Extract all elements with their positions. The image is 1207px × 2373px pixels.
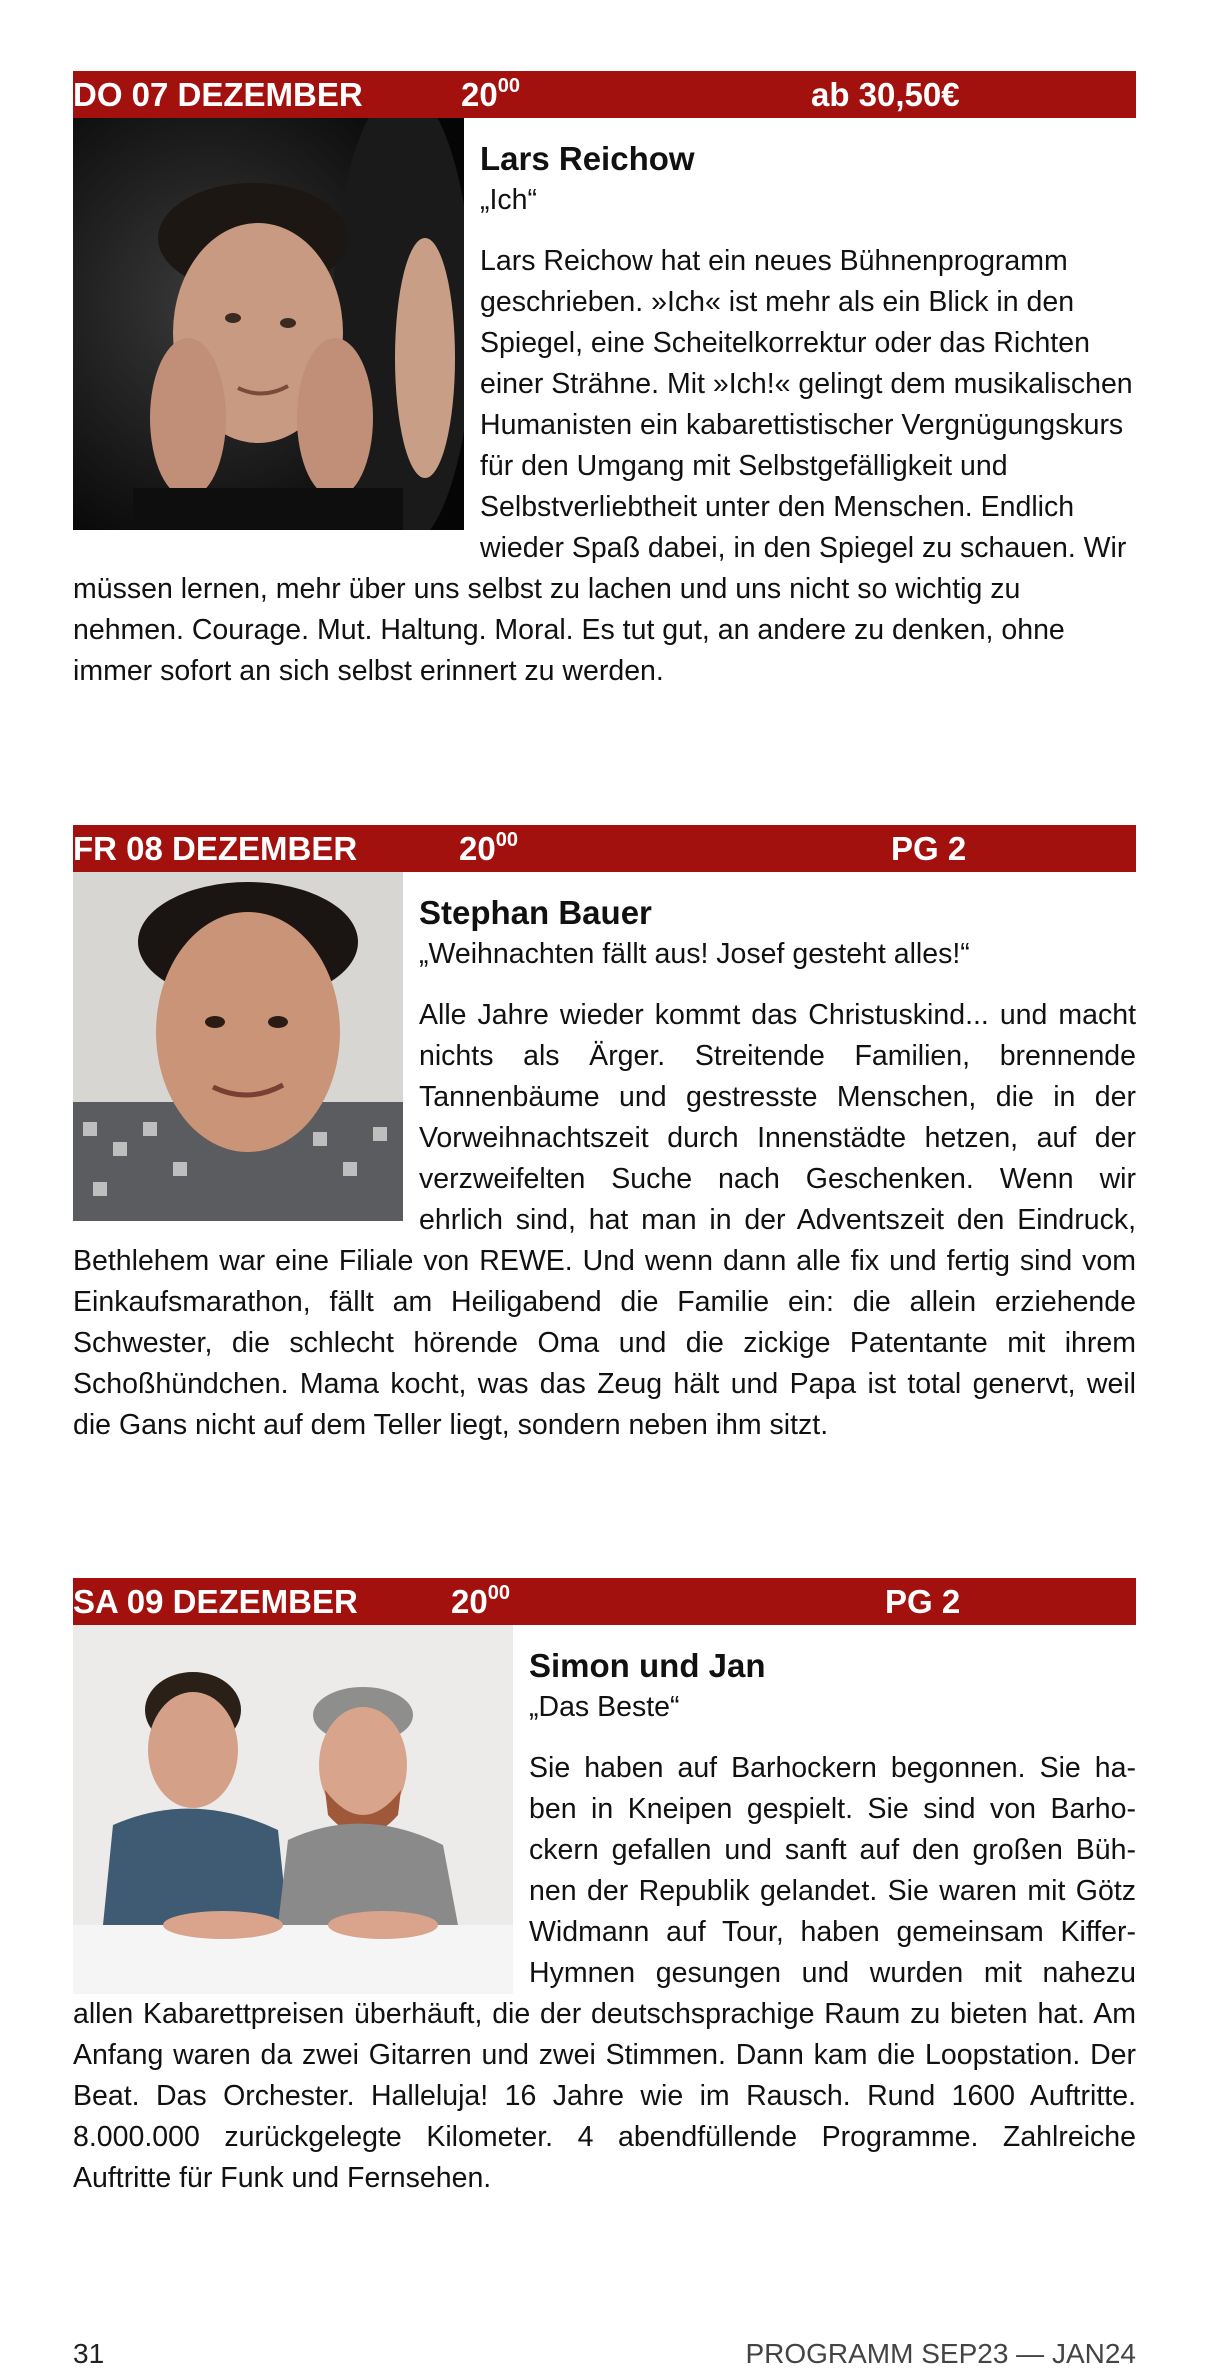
event-stephan-bauer [73, 825, 1136, 1446]
event-date: DO 07 DEZEMBER [73, 76, 363, 113]
duo-photo-image-icon [73, 1625, 513, 1994]
event-header-bar [73, 71, 1136, 118]
event-time [451, 1578, 510, 1631]
program-title: „Das Beste“ [529, 1691, 680, 1723]
event-body [73, 872, 1136, 1446]
artist-name: Simon und Jan [529, 1647, 766, 1684]
event-body [73, 118, 1136, 692]
artist-photo [73, 1625, 513, 1994]
page-footer [73, 2338, 1136, 2372]
artist-photo [73, 118, 464, 530]
event-description: Alle Jahre wieder kommt das Christuskind... und macht nichts als Ärger. Streitende Familien, brennende Tannenbäume und gestresste Menschen, die in der Vorweihnachtszeit durch Innenstädte hetzen, auf der verzweifelten Suche nach Geschenken. Wenn wir ehrlich sind, hat man in der Adventszeit den Eindruck, Bethlehem war eine Filiale von REWE. Und wenn dann alle fix und fertig sind vom Einkaufsmarathon, fällt am Heiligabend die Familie ein: die allein erziehende Schwester, die schlecht hörende Oma und die zickige Patentante mit ihrem Schoßhündchen. Mama kocht, was das Zeug hält und Papa ist total genervt, weil die Gans nicht auf dem Teller liegt, sondern neben ihm sitzt. [73, 999, 1136, 1441]
event-date: SA 09 DEZEMBER [73, 1583, 358, 1620]
program-title: „Weihnachten fällt aus! Josef gesteht alles!“ [419, 938, 970, 970]
event-header-bar [73, 1578, 1136, 1625]
portrait-image-icon [73, 872, 403, 1221]
portrait-image-icon [73, 118, 464, 530]
event-time-hour: 20 [459, 830, 496, 867]
event-description: Sie haben auf Barhockern begonnen. Sie haben in Kneipen gespielt. Sie sind von Barhockern gefallen und sanft auf den großen Bühnen der Republik gelandet. Sie waren mit Götz Widmann auf Tour, haben gemeinsam Kiffer-Hymnen gesungen und wurden mit nahezu allen Kabarettpreisen überhäuft, die der deutschsprachige Raum zu bieten hat. Am Anfang waren da zwei Gitarren und zwei Stimmen. Dann kam die Loopstation. Der Beat. Das Orchester. Halleluja! 16 Jahre wie im Rausch. Rund 1600 Auftritte. 8.000.000 zurückgelegte Kilometer. 4 abendfüllende Programme. Zahlreiche Auftritte für Funk und Fernsehen. [73, 1752, 1136, 2194]
artist-name: Lars Reichow [480, 140, 695, 177]
artist-name: Stephan Bauer [419, 894, 652, 931]
event-date: FR 08 DEZEMBER [73, 830, 358, 867]
event-price: PG 2 [885, 1583, 961, 1620]
event-time [459, 825, 518, 878]
event-time-minutes: 00 [495, 829, 518, 851]
event-header-bar [73, 825, 1136, 872]
event-lars-reichow [73, 71, 1136, 692]
event-time-minutes: 00 [487, 1582, 510, 1604]
event-price: PG 2 [891, 830, 967, 867]
program-title: „Ich“ [480, 184, 537, 216]
artist-photo [73, 872, 403, 1221]
event-simon-und-jan [73, 1578, 1136, 2199]
event-price: ab 30,50€ [811, 76, 960, 113]
event-description: Lars Reichow hat ein neues Bühnenprogramm geschrieben. »Ich« ist mehr als ein Blick in den Spiegel, eine Scheitelkorrektur oder das Richten einer Strähne. Mit »Ich!« gelingt dem musikalischen Humanisten ein kabarettistischer Vergnügungskurs für den Umgang mit Selbstgefälligkeit und Selbstverliebtheit unter den Menschen. Endlich wieder Spaß dabei, in den Spiegel zu schauen. Wir müssen lernen, mehr über uns selbst zu lachen und uns nicht so wichtig zu nehmen. Courage. Mut. Haltung. Moral. Es tut gut, an andere zu denken, ohne immer sofort an sich selbst erinnert zu werden. [73, 245, 1133, 687]
event-time-hour: 20 [461, 76, 498, 113]
event-time [461, 71, 520, 124]
event-time-minutes: 00 [497, 75, 520, 97]
event-body [73, 1625, 1136, 2199]
event-time-hour: 20 [451, 1583, 488, 1620]
page-number: 31 [73, 2338, 105, 2369]
program-period: PROGRAMM SEP23 — JAN24 [745, 2338, 1136, 2369]
